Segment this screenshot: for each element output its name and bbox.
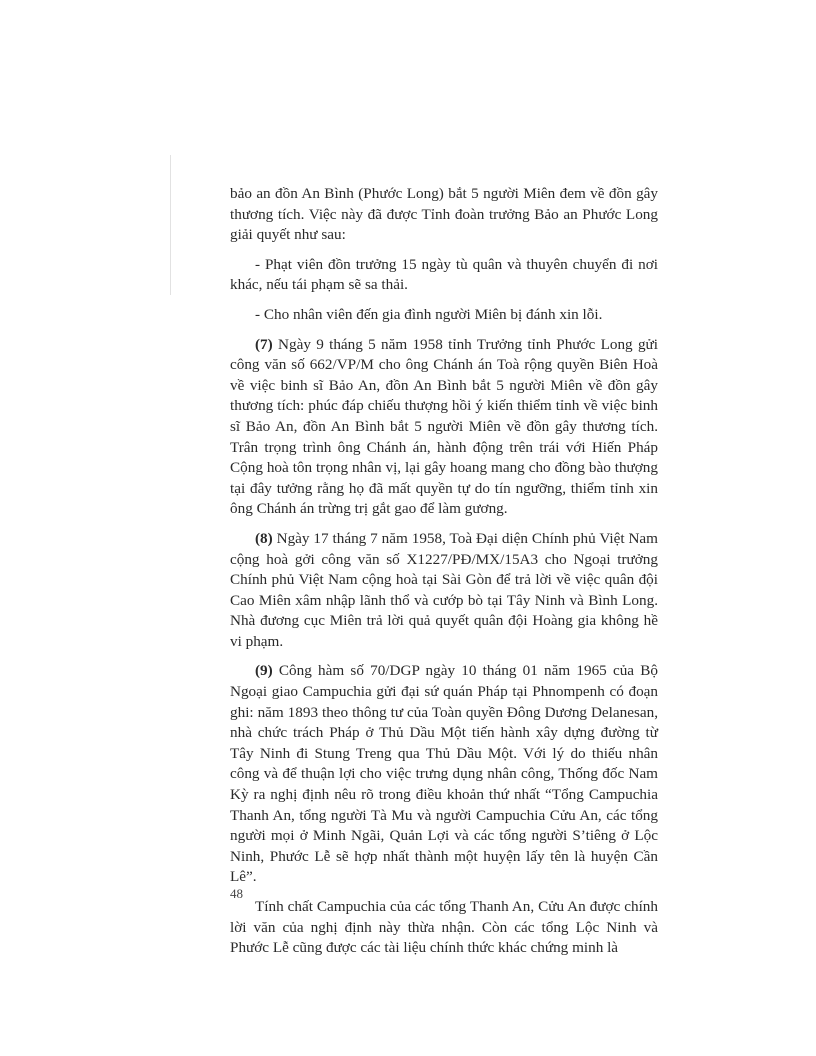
paragraph-5 — [230, 529, 658, 653]
paragraph-4-text: Ngày 9 tháng 5 năm 1958 tỉnh Trưởng tỉnh Phước Long gửi công văn số 662/VP/M cho ông Chánh án Toà rộng quyền Biên Hoà về việc binh sĩ Bảo An, đồn An Bình bắt 5 người Miên về đồn gây thương tích: phúc đáp chiếu thượng hồi ý kiến thiểm tỉnh về việc binh sĩ Bảo An, đồn An Bình bắt 5 người Miên về đồn gây thương tích. Trân trọng trình ông Chánh án, hành động trên trái với Hiến Pháp Cộng hoà tôn trọng nhân vị, lại gây hoang mang cho đồng bào thượng tại đây tưởng rằng họ đã mất quyền tự do tín ngưỡng, thiểm tỉnh xin ông Chánh án trừng trị gắt gao để làm gương. — [230, 335, 658, 518]
paragraph-7 — [230, 897, 658, 959]
paragraph-3 — [230, 305, 658, 326]
paragraph-2-text: - Phạt viên đồn trưởng 15 ngày tù quân và thuyên chuyển đi nơi khác, nếu tái phạm sẽ sa thải. — [230, 255, 658, 294]
paragraph-3-text: - Cho nhân viên đến gia đình người Miên bị đánh xin lỗi. — [255, 305, 603, 323]
body-text — [230, 184, 658, 968]
page-gutter-line — [170, 155, 171, 295]
paragraph-2 — [230, 255, 658, 296]
paragraph-1 — [230, 184, 658, 246]
paragraph-1-text: bảo an đồn An Bình (Phước Long) bắt 5 người Miên đem về đồn gây thương tích. Việc này đã được Tỉnh đoàn trưởng Bảo an Phước Long giải quyết như sau: — [230, 185, 658, 244]
paragraph-5-text: Ngày 17 tháng 7 năm 1958, Toà Đại diện Chính phủ Việt Nam cộng hoà gởi công văn số X1227/PĐ/MX/15A3 cho Ngoại trưởng Chính phủ Việt Nam cộng hoà tại Sài Gòn để trả lời về việc quân đội Cao Miên xâm nhập lãnh thổ và cướp bò tại Tây Ninh và Bình Long. Nhà đương cục Miên trả lời quả quyết quân đội Hoàng gia không hề vi phạm. — [230, 529, 658, 650]
paragraph-5-number: (8) — [255, 529, 273, 547]
page-number: 48 — [230, 886, 243, 901]
paragraph-4-number: (7) — [255, 335, 273, 353]
paragraph-6-text: Công hàm số 70/DGP ngày 10 tháng 01 năm 1965 của Bộ Ngoại giao Campuchia gửi đại sứ quán Pháp tại Phnompenh có đoạn ghi: năm 1893 theo thông tư của Toàn quyền Đông Dương Delanesan, nhà chức trách Pháp ở Thủ Dầu Một tiến hành xây dựng đường từ Tây Ninh đi Stung Treng qua Thủ Dầu Một. Với lý do thiếu nhân công và để thuận lợi cho việc trưng dụng nhân công, Thống đốc Nam Kỳ ra nghị định nêu rõ trong điều khoản thứ nhất “Tổng Campuchia Thanh An, tổng người Tà Mu và người Campuchia Cửu An, các tổng người mọi ở Minh Ngãi, Quản Lợi và các tổng người S’tiêng ở Lộc Ninh, Phước Lễ sẽ hợp nhất thành một huyện lấy tên là huyện Cần Lê”. — [230, 662, 658, 886]
paragraph-6 — [230, 661, 658, 888]
paragraph-4 — [230, 335, 658, 520]
paragraph-6-number: (9) — [255, 662, 273, 680]
paragraph-7-text: Tính chất Campuchia của các tổng Thanh An, Cửu An được chính lời văn của nghị định này thừa nhận. Còn các tổng Lộc Ninh và Phước Lễ cũng được các tài liệu chính thức khác chứng minh là — [230, 898, 658, 957]
